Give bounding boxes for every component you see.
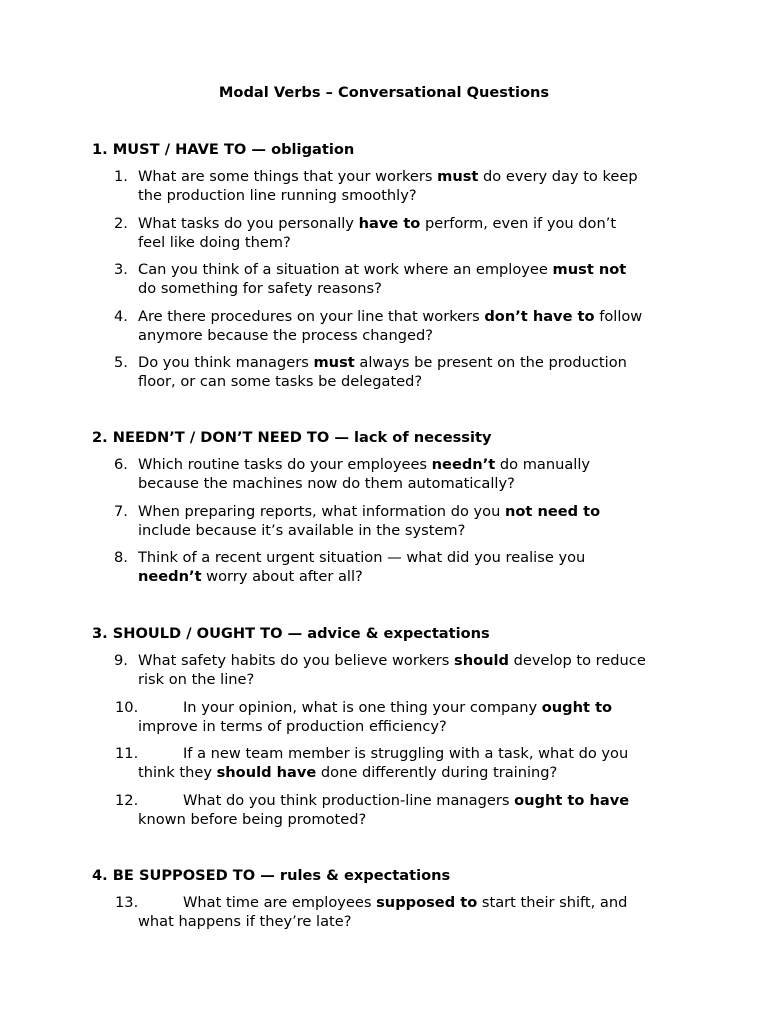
question-text <box>138 215 686 252</box>
question-text-segment: What are some things that your workers <box>138 168 438 185</box>
page-title: Modal Verbs – Conversational Questions <box>218 84 550 101</box>
question-text <box>138 308 686 345</box>
question-line <box>138 187 686 206</box>
question-line <box>138 261 686 280</box>
question-text-segment: When preparing reports, what information do you <box>138 503 505 520</box>
question-text <box>138 745 686 782</box>
question-text-segment: What time are employees <box>183 894 377 911</box>
modal-verb-emphasis: should <box>454 652 509 669</box>
question-text-segment: If a new team member is struggling with a task, what do you <box>183 745 629 762</box>
question-line <box>138 475 686 494</box>
question-text <box>138 168 686 205</box>
question-line <box>138 652 686 671</box>
question-number: 3. <box>114 261 128 278</box>
question-text <box>138 354 686 391</box>
question-text <box>138 894 686 931</box>
question-text-segment: do manually <box>495 456 591 473</box>
question-line <box>138 699 686 718</box>
section-heading: 1. MUST / HAVE TO — obligation <box>92 141 355 158</box>
question-text-segment: worry about after all? <box>201 567 363 585</box>
question-text-segment: feel like doing them? <box>138 233 291 251</box>
question-text-segment: what happens if they’re late? <box>138 912 352 930</box>
question-text-segment: do something for safety reasons? <box>138 279 382 297</box>
section-heading: 2. NEEDN’T / DON’T NEED TO — lack of necessity <box>92 429 492 446</box>
question-number: 12. <box>115 792 139 809</box>
question-number: 10. <box>115 699 139 716</box>
question-number: 1. <box>114 168 128 185</box>
question-number: 2. <box>114 215 128 232</box>
question-text-segment: Do you think managers <box>138 354 314 371</box>
question-text-segment: because the machines now do them automatically? <box>138 474 515 492</box>
modal-verb-emphasis: needn’t <box>431 456 496 473</box>
question-text <box>138 792 686 829</box>
question-line <box>138 354 686 373</box>
question-line <box>138 913 686 932</box>
modal-verb-emphasis: ought to have <box>514 792 630 809</box>
question-number: 13. <box>115 894 139 911</box>
section-heading: 3. SHOULD / OUGHT TO — advice & expectations <box>92 625 490 642</box>
question-text <box>138 549 686 586</box>
question-text-segment: risk on the line? <box>138 670 255 688</box>
question-number: 9. <box>114 652 128 669</box>
question-line <box>138 671 686 690</box>
question-text-segment: always be present on the production <box>354 354 627 371</box>
question-line <box>138 549 686 568</box>
question-line <box>138 215 686 234</box>
question-text-segment: follow <box>594 308 643 325</box>
modal-verb-emphasis: needn’t <box>138 567 202 585</box>
modal-verb-emphasis: should have <box>216 763 317 781</box>
question-number: 7. <box>114 503 128 520</box>
question-text-segment: known before being promoted? <box>138 810 367 828</box>
question-text-segment: do every day to keep <box>478 168 638 185</box>
question-text-segment: start their shift, and <box>477 894 628 911</box>
modal-verb-emphasis: must <box>437 168 479 185</box>
question-line <box>138 456 686 475</box>
question-text-segment: perform, even if you don’t <box>420 215 617 232</box>
question-text-segment: Think of a recent urgent situation — what did you realise you <box>138 549 586 566</box>
question-line <box>138 327 686 346</box>
question-line <box>138 792 686 811</box>
modal-verb-emphasis: must <box>313 354 355 371</box>
question-text <box>138 503 686 540</box>
question-text-segment: improve in terms of production efficiency? <box>138 717 447 735</box>
question-text-segment: In your opinion, what is one thing your company <box>183 699 542 716</box>
question-text-segment: think they <box>138 763 217 781</box>
question-text <box>138 261 686 298</box>
question-line <box>138 764 686 783</box>
question-line <box>138 811 686 830</box>
question-text-segment: Can you think of a situation at work where an employee <box>138 261 553 278</box>
question-text-segment: done differently during training? <box>316 763 558 781</box>
question-text-segment: What tasks do you personally <box>138 215 359 232</box>
modal-verb-emphasis: supposed to <box>376 894 478 911</box>
modal-verb-emphasis: must not <box>552 261 627 278</box>
question-text-segment: Are there procedures on your line that workers <box>138 308 485 325</box>
question-text <box>138 652 686 689</box>
section-heading: 4. BE SUPPOSED TO — rules & expectations <box>92 867 451 884</box>
question-line <box>138 503 686 522</box>
question-line <box>138 894 686 913</box>
question-number: 5. <box>114 354 128 371</box>
question-text-segment: What do you think production-line managers <box>183 792 515 809</box>
question-text-segment: Which routine tasks do your employees <box>138 456 432 473</box>
question-number: 11. <box>115 745 139 762</box>
question-line <box>138 522 686 541</box>
question-number: 8. <box>114 549 128 566</box>
question-line <box>138 308 686 327</box>
modal-verb-emphasis: don’t have to <box>484 308 595 325</box>
modal-verb-emphasis: not need to <box>504 503 601 520</box>
question-text-segment: floor, or can some tasks be delegated? <box>138 372 423 390</box>
question-line <box>138 168 686 187</box>
question-line <box>138 373 686 392</box>
question-text <box>138 699 686 736</box>
question-text-segment: anymore because the process changed? <box>138 326 433 344</box>
question-number: 6. <box>114 456 128 473</box>
question-text-segment: include because it’s available in the system? <box>138 521 466 539</box>
question-number: 4. <box>114 308 128 325</box>
question-text-segment: develop to reduce <box>508 652 646 669</box>
question-text <box>138 456 686 493</box>
question-line <box>138 745 686 764</box>
question-line <box>138 718 686 737</box>
question-text-segment: What safety habits do you believe workers <box>138 652 455 669</box>
question-line <box>138 568 686 587</box>
question-line <box>138 234 686 253</box>
modal-verb-emphasis: have to <box>358 215 421 232</box>
question-text-segment: the production line running smoothly? <box>138 186 417 204</box>
modal-verb-emphasis: ought to <box>541 699 613 716</box>
question-line <box>138 280 686 299</box>
